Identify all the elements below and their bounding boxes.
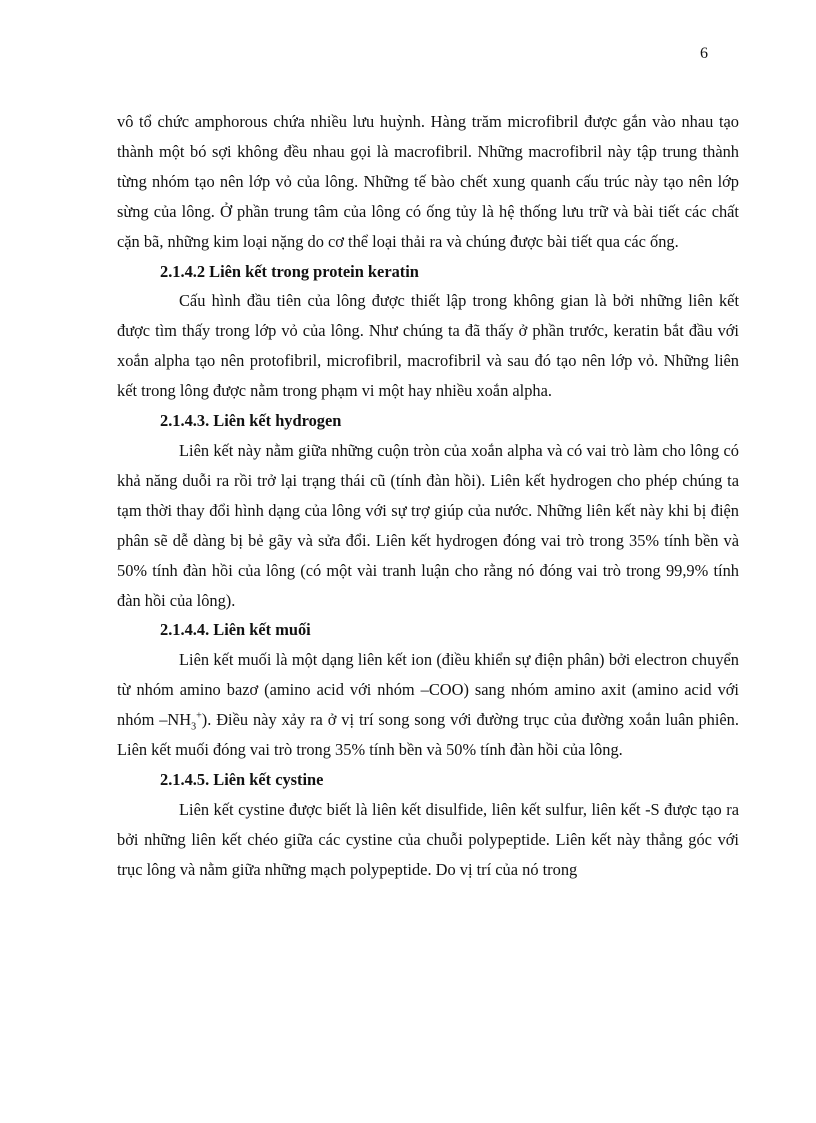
salt-superscript: +	[196, 710, 202, 722]
salt-paragraph	[117, 645, 739, 765]
keratin-paragraph: Cấu hình đầu tiên của lông được thiết lập trong không gian là bởi những liên kết được tìm thấy trong lớp vỏ của lông. Như chúng ta đã thấy ở phần trước, keratin bắt đầu với xoắn alpha tạo nên protofibril, microfibril, macrofibril và sau đó tạo nên lớp vỏ. Những liên kết trong lông được nằm trong phạm vi một hay nhiều xoắn alpha.	[117, 291, 739, 401]
hydrogen-paragraph: Liên kết này nằm giữa những cuộn tròn của xoắn alpha và có vai trò làm cho lông có khả năng duỗi ra rồi trở lại trạng thái cũ (tính đàn hồi). Liên kết hydrogen cho phép chúng ta tạm thời thay đổi hình dạng của lông với sự trợ giúp của nước. Những liên kết này khi bị điện phân sẽ dễ dàng bị bẻ gãy và sửa đổi. Liên kết hydrogen đóng vai trò trong 35% tính bền và 50% tính đàn hồi của lông (có một vài tranh luận cho rằng nó đóng vai trò trong 99,9% tính đàn hồi của lông).	[117, 440, 739, 610]
salt-subscript: 3	[191, 721, 197, 733]
page-number: 6	[700, 45, 708, 62]
salt-paragraph-part2: ). Điều này xảy ra ở vị trí song song với đường trục của đường xoắn luân phiên. Liên kết muối đóng vai trò trong 35% tính bền và 50% tính đàn hồi của lông.	[117, 710, 739, 760]
section-heading-cystine: 2.1.4.5. Liên kết cystine	[160, 769, 324, 789]
salt-paragraph-part1: Liên kết muối là một dạng liên kết ion (điều khiển sự điện phân) bởi electron chuyển từ nhóm amino bazơ (amino acid với nhóm –COO) sang nhóm amino axit (amino acid với nhóm –NH	[117, 650, 739, 730]
section-heading-salt: 2.1.4.4. Liên kết muối	[160, 620, 311, 640]
intro-paragraph: vô tổ chức amphorous chứa nhiều lưu huỳnh. Hàng trăm microfibril được gắn vào nhau tạo thành một bó sợi không đều nhau gọi là macrofibril. Những macrofibril này tập trung thành từng nhóm tạo nên lớp vỏ của lông. Những tế bào chết xung quanh cấu trúc này tạo nên lớp sừng của lông. Ở phần trung tâm của lông có ống tủy là hệ thống lưu trữ và bài tiết các chất cặn bã, những kim loại nặng do cơ thể loại thải ra và chúng được bài tiết qua các ống.	[117, 112, 739, 251]
section-heading-keratin: 2.1.4.2 Liên kết trong protein keratin	[160, 261, 419, 281]
section-heading-hydrogen: 2.1.4.3. Liên kết hydrogen	[160, 411, 342, 431]
cystine-paragraph: Liên kết cystine được biết là liên kết disulfide, liên kết sulfur, liên kết -S được tạo ra bởi những liên kết chéo giữa các cystine của chuỗi polypeptide. Liên kết này thẳng góc với trục lông và nằm giữa những mạch polypeptide. Do vị trí của nó trong	[117, 799, 739, 879]
document-body	[117, 107, 739, 885]
